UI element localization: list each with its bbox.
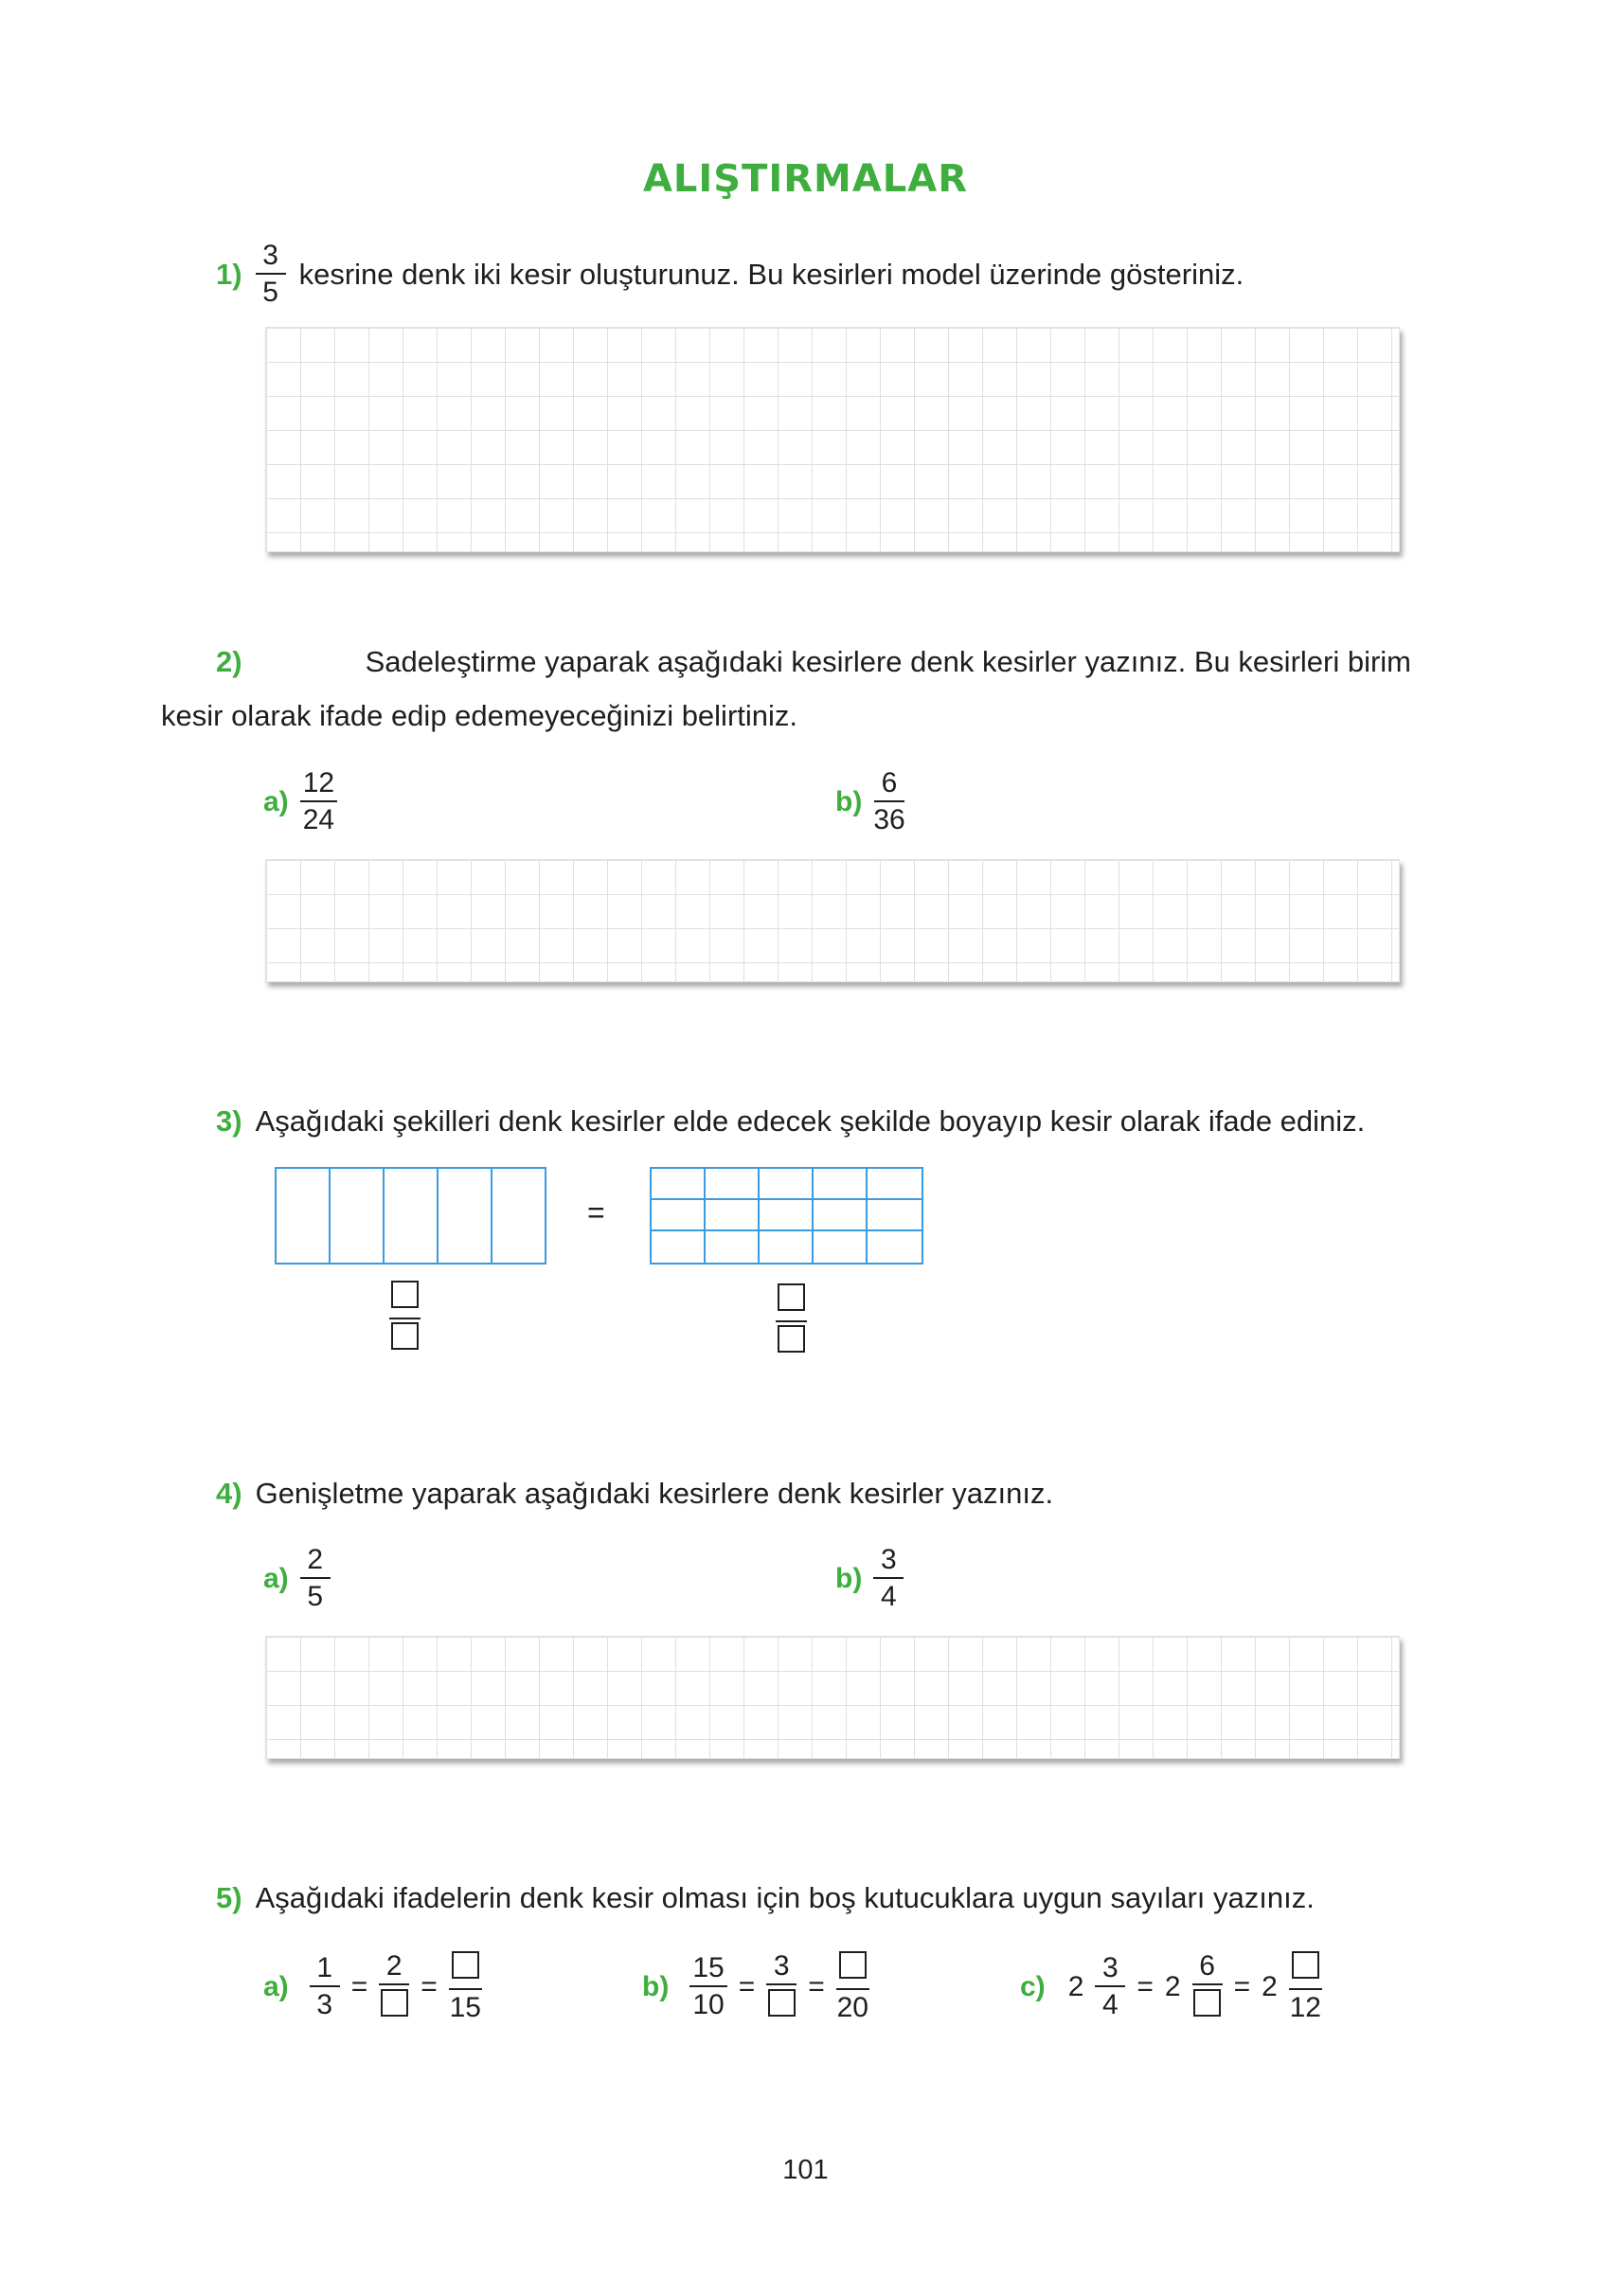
model-cell[interactable] <box>652 1169 706 1200</box>
question-number: 2) <box>216 645 242 678</box>
fraction: $\frac{3}{4}$ <box>1095 1954 1125 2019</box>
item-label: a) <box>263 785 289 817</box>
fraction: $\frac{6}{36}$ <box>873 767 905 835</box>
question-text-line-2: kesir olarak ifade edip edemeyeceğinizi belirtiniz. <box>161 699 798 732</box>
answer-fraction-right <box>776 1283 807 1358</box>
item-label: b) <box>835 785 863 817</box>
question-text-line-1: Sadeleştirme yaparak aşağıdaki kesirlere denk kesirler yazınız. Bu kesirleri birim <box>365 645 1411 678</box>
equals-sign: = <box>587 1195 605 1229</box>
answer-box[interactable] <box>768 1989 796 2017</box>
item-label: c) <box>1020 1970 1046 2002</box>
item-2a <box>263 769 337 834</box>
equals-sign: = <box>808 1970 825 2002</box>
fraction: 12 <box>1289 1951 1322 2022</box>
model-cell[interactable] <box>385 1169 439 1263</box>
answer-box[interactable] <box>778 1283 805 1311</box>
model-cell[interactable] <box>814 1169 868 1200</box>
answer-box[interactable] <box>391 1322 419 1350</box>
answer-box[interactable] <box>1292 1951 1319 1979</box>
item-5a <box>263 1951 482 2022</box>
question-number: 1) <box>216 257 242 291</box>
answer-grid[interactable] <box>265 327 1400 552</box>
item-label: b) <box>642 1970 670 2002</box>
model-cell[interactable] <box>814 1231 868 1263</box>
answer-box[interactable] <box>839 1951 867 1979</box>
item-label: a) <box>263 1562 289 1594</box>
equals-sign: = <box>421 1970 438 2002</box>
item-5b <box>642 1951 869 2022</box>
fraction: 6 <box>1192 1952 1223 2022</box>
model-cell[interactable] <box>652 1200 706 1231</box>
page-title: ALIŞTIRMALAR <box>642 157 969 201</box>
item-5c <box>1020 1951 1322 2022</box>
whole-number: 2 <box>1164 1970 1181 2002</box>
model-cell[interactable] <box>652 1231 706 1263</box>
question-text: Aşağıdaki şekilleri denk kesirler elde edecek şekilde boyayıp kesir olarak ifade ediniz. <box>255 1104 1366 1138</box>
item-4b <box>835 1546 904 1611</box>
answer-box[interactable] <box>778 1325 805 1353</box>
question-5 <box>216 1871 1315 1925</box>
question-1 <box>216 242 1244 307</box>
fraction: $\frac{1}{3}$ <box>310 1954 340 2019</box>
equals-sign: = <box>738 1970 756 2002</box>
answer-box[interactable] <box>391 1281 419 1308</box>
model-cell[interactable] <box>868 1231 922 1263</box>
model-cell[interactable] <box>331 1169 385 1263</box>
model-cell[interactable] <box>760 1231 814 1263</box>
model-cell[interactable] <box>492 1169 545 1263</box>
equals-sign: = <box>350 1970 368 2002</box>
model-cell[interactable] <box>760 1200 814 1231</box>
fraction: 20 <box>836 1951 869 2022</box>
model-cell[interactable] <box>868 1169 922 1200</box>
question-4 <box>216 1466 1053 1520</box>
answer-grid[interactable] <box>265 859 1400 982</box>
model-cell[interactable] <box>706 1231 760 1263</box>
answer-box[interactable] <box>381 1989 408 2017</box>
item-label: b) <box>835 1562 863 1594</box>
model-cell[interactable] <box>706 1200 760 1231</box>
fraction: 15 <box>449 1951 482 2022</box>
model-cell[interactable] <box>439 1169 492 1263</box>
whole-number: 2 <box>1067 1970 1084 2002</box>
item-4a <box>263 1546 331 1611</box>
equals-sign: = <box>1137 1970 1154 2002</box>
answer-box[interactable] <box>1193 1989 1221 2017</box>
whole-number: 2 <box>1262 1970 1278 2002</box>
model-cell[interactable] <box>868 1200 922 1231</box>
fraction: $\frac{3}{4}$ <box>873 1546 904 1611</box>
fraction: $\frac{3}{5}$ <box>256 242 286 307</box>
question-3 <box>216 1094 1365 1148</box>
answer-fraction-left <box>389 1281 421 1355</box>
model-cell[interactable] <box>760 1169 814 1200</box>
fraction: $\frac{2}{5}$ <box>300 1546 331 1611</box>
answer-grid[interactable] <box>265 1636 1400 1759</box>
item-label: a) <box>263 1970 289 2002</box>
question-text: Genişletme yaparak aşağıdaki kesirlere denk kesirler yazınız. <box>255 1477 1054 1510</box>
equals-sign: = <box>1233 1970 1251 2002</box>
fraction: 3 <box>766 1952 797 2022</box>
question-text: kesrine denk iki kesir oluşturunuz. Bu kesirleri model üzerinde gösteriniz. <box>298 258 1244 291</box>
question-number: 5) <box>216 1880 242 1914</box>
model-cell[interactable] <box>706 1169 760 1200</box>
fraction: 2 <box>379 1952 409 2022</box>
model-cell[interactable] <box>814 1200 868 1231</box>
fraction: $\frac{15}{10}$ <box>689 1954 726 2019</box>
answer-box[interactable] <box>452 1951 479 1979</box>
question-text: Aşağıdaki ifadelerin denk kesir olması için boş kutucuklara uygun sayıları yazınız. <box>255 1881 1315 1914</box>
model-cell[interactable] <box>277 1169 331 1263</box>
question-number: 4) <box>216 1476 242 1510</box>
question-2 <box>216 635 1411 689</box>
page-number: 101 <box>782 2155 829 2185</box>
fraction-model-left[interactable] <box>275 1167 546 1265</box>
question-number: 3) <box>216 1103 242 1138</box>
fraction-model-right[interactable] <box>650 1167 923 1265</box>
item-2b <box>835 769 905 834</box>
fraction: $\frac{12}{24}$ <box>300 769 337 834</box>
